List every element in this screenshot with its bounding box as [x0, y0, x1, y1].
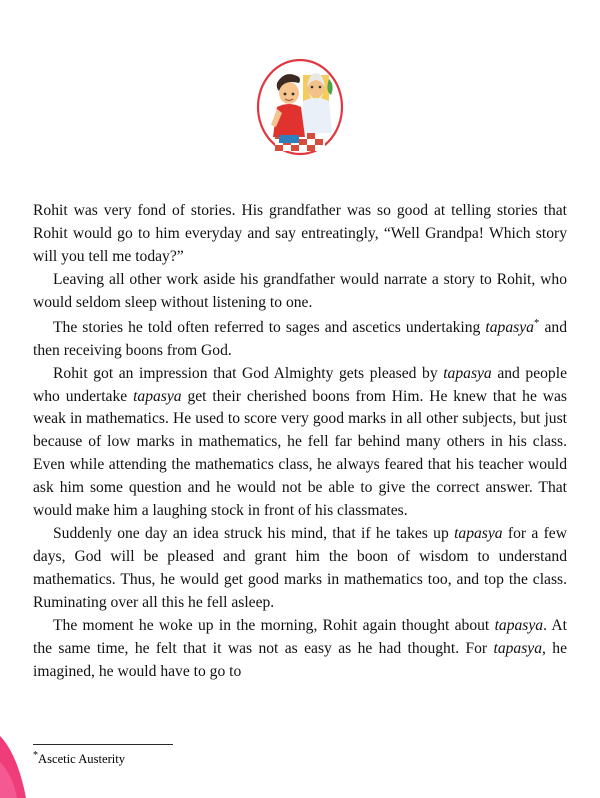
paragraph-4-run-5: get their cherished boons from Him. He knew that he was weak in mathematics. He used to score very good marks in all other subjects, but just because of low marks in mathematics, he fell far behind many others in his class. Even while attending the mathematics class, he always feared that his teacher would ask him some question and he would not be able to give the correct answer. That would make him a laughing stock in front of his classmates.	[33, 387, 567, 520]
paragraph-4-run-1: Rohit got an impression that God Almighty gets pleased by	[53, 364, 444, 382]
paragraph-2	[33, 269, 567, 315]
term-tapasya: tapasya	[493, 639, 543, 657]
paragraph-6-run-3: . At the same time, he felt that it was not as easy as he had thought. For	[33, 616, 567, 657]
footnote	[33, 744, 363, 768]
term-tapasya: tapasya	[454, 525, 503, 543]
term-tapasya: tapasya	[485, 318, 534, 336]
footnote-marker: *	[33, 750, 38, 762]
paragraph-5-run-3: for a few days, God will be pleased and grant him the boon of wisdom to understand mathematics. Thus, he would get good marks in mathematics too, and top the class. Ruminating over all this he fell asleep.	[33, 525, 567, 611]
footnote-label: Ascetic Austerity	[38, 752, 126, 767]
paragraph-3	[33, 315, 567, 363]
paragraph-1-text: Rohit was very fond of stories. His grandfather was so good at telling stories that Rohit would go to him everyday and say entreatingly, “Well Grandpa! Which story will you tell me today?”	[33, 202, 567, 265]
paragraph-3-run-1: The stories he told often referred to sages and ascetics undertaking	[53, 318, 486, 336]
story-body-text	[33, 200, 567, 684]
paragraph-4	[33, 363, 567, 523]
term-tapasya: tapasya	[494, 616, 544, 634]
story-illustration	[0, 52, 600, 162]
paragraph-6-run-5: , he imagined, he would have to go to	[33, 639, 568, 680]
paragraph-2-text: Leaving all other work aside his grandfather would narrate a story to Rohit, who would seldom sleep without listening to one.	[33, 270, 567, 311]
paragraph-6	[33, 615, 567, 684]
footnote-marker-inline: *	[533, 316, 540, 329]
grandfather-telling-story-icon	[255, 57, 345, 157]
paragraph-5	[33, 523, 567, 615]
page-corner-decoration-icon	[0, 732, 40, 798]
paragraph-5-run-1: Suddenly one day an idea struck his mind, that if he takes up	[53, 525, 455, 543]
footnote-divider	[33, 744, 173, 745]
paragraph-4-run-3: and people who undertake	[33, 364, 567, 405]
paragraph-6-run-1: The moment he woke up in the morning, Rohit again thought about	[53, 616, 495, 634]
illustration-frame	[255, 57, 345, 157]
paragraph-3-run-4: and then receiving boons from God.	[33, 318, 568, 359]
paragraph-1	[33, 200, 567, 269]
term-tapasya: tapasya	[133, 387, 182, 405]
footnote-body	[33, 749, 363, 768]
term-tapasya: tapasya	[443, 364, 492, 382]
